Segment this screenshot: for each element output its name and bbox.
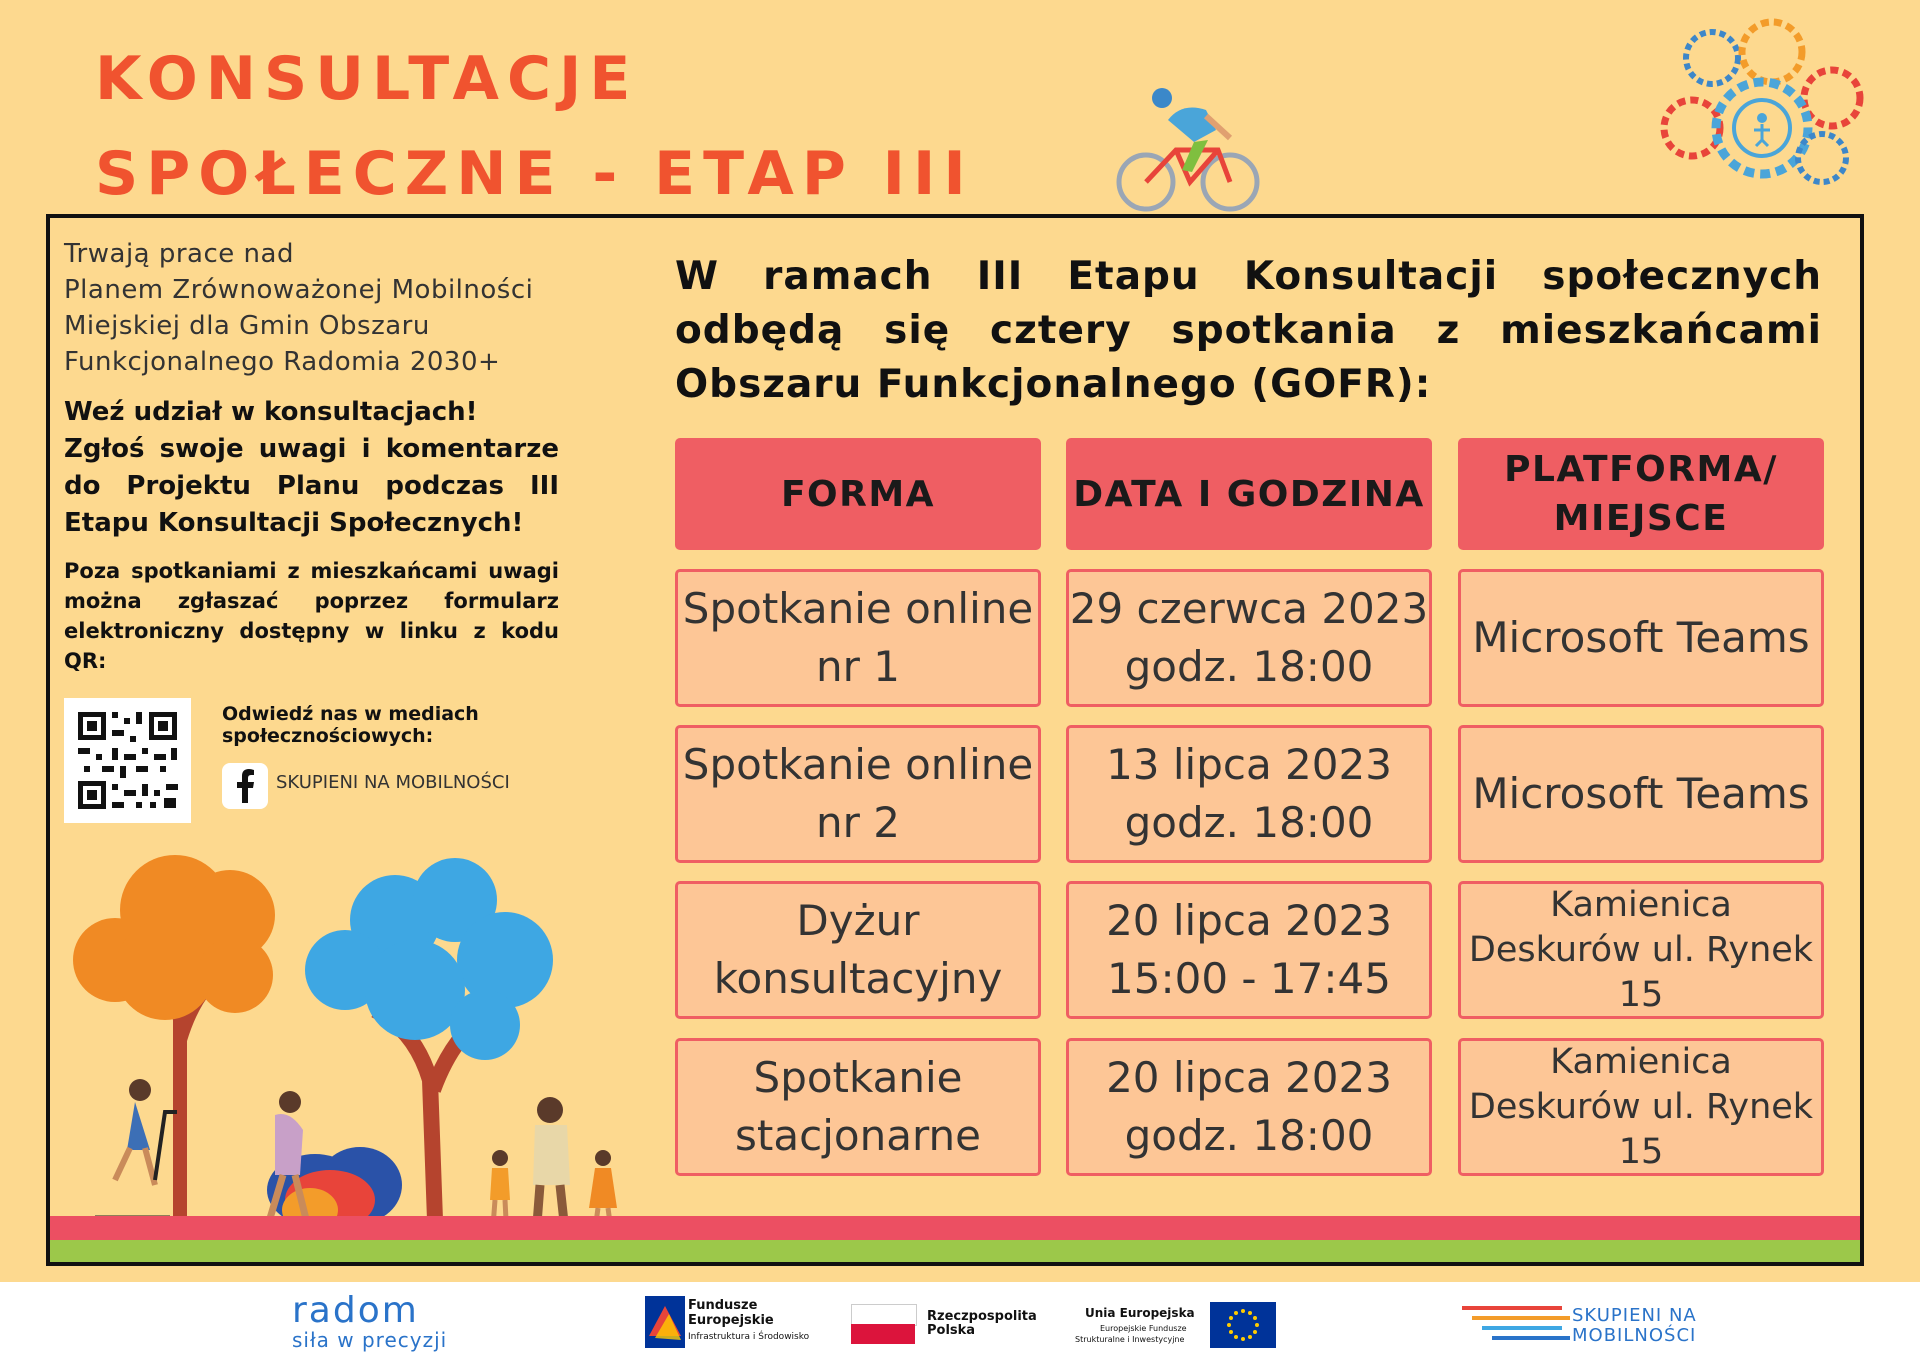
ue-logo-sub: Europejskie Fundusze: [1100, 1324, 1187, 1333]
cell-miejsce: Microsoft Teams: [1458, 725, 1824, 863]
grass-strip: [50, 1240, 1860, 1262]
cell-data: 29 czerwca 2023 godz. 18:00: [1066, 569, 1432, 707]
skupieni-logo-line: MOBILNOŚCI: [1572, 1325, 1697, 1346]
rp-logo-line: Rzeczpospolita: [927, 1309, 1037, 1324]
call-to-action: [64, 394, 559, 542]
cell-miejsce: Kamienica Deskurów ul. Rynek 15: [1458, 881, 1824, 1019]
fe-logo-sub: Infrastruktura i Środowisko: [688, 1332, 810, 1342]
cell-miejsce: Kamienica Deskurów ul. Rynek 15: [1458, 1038, 1824, 1176]
cell-data: 20 lipca 2023 15:00 - 17:45: [1066, 881, 1432, 1019]
skupieni-logo-line: SKUPIENI NA: [1572, 1305, 1697, 1326]
skupieni-lines-icon: [1462, 1304, 1574, 1344]
facebook-icon-glyph: [222, 763, 268, 809]
fe-logo-line: Europejskie: [688, 1313, 774, 1328]
facebook-link[interactable]: SKUPIENI NA MOBILNOŚCI: [276, 772, 510, 793]
park-illustration: [55, 840, 645, 1260]
qr-code-image: [64, 698, 191, 823]
qr-code[interactable]: [64, 698, 191, 823]
radom-slogan: siła w precyzji: [292, 1328, 448, 1352]
radom-logo: radom: [292, 1290, 419, 1331]
ue-logo-sub: Strukturalne i Inwestycyjne: [1075, 1335, 1185, 1344]
path-strip: [50, 1216, 1860, 1240]
title-line-1: KONSULTACJE: [95, 44, 639, 114]
lead-text: W ramach III Etapu Konsultacji społecznych odbędą się cztery spotkania z mieszkańcami Obszaru Funkcjonalnego (GOFR):: [675, 254, 1822, 407]
intro-text: [64, 236, 559, 380]
rp-logo-line: Polska: [927, 1323, 976, 1338]
intro-line: Trwają prace nad: [64, 239, 294, 269]
gears-logo: [1652, 18, 1872, 198]
cell-forma: Dyżur konsultacyjny: [675, 881, 1041, 1019]
facebook-icon[interactable]: [222, 763, 268, 809]
fe-flag-icon: [645, 1296, 685, 1348]
cell-data: 13 lipca 2023 godz. 18:00: [1066, 725, 1432, 863]
table-header-forma: FORMA: [675, 438, 1041, 550]
table-header-data: DATA I GODZINA: [1066, 438, 1432, 550]
footer-logos: [0, 1282, 1920, 1362]
cell-forma: Spotkanie online nr 1: [675, 569, 1041, 707]
polish-flag-red: [851, 1324, 915, 1344]
table-header-miejsce: PLATFORMA/ MIEJSCE: [1458, 438, 1824, 550]
social-heading: Odwiedź nas w mediach społecznościowych:: [222, 703, 479, 747]
cyclist-illustration: [1110, 80, 1260, 220]
fe-logo-line: Fundusze: [688, 1298, 758, 1313]
cell-data: 20 lipca 2023 godz. 18:00: [1066, 1038, 1432, 1176]
page-title: [95, 32, 974, 222]
qr-note: Poza spotkaniami z mieszkańcami uwagi można zgłaszać poprzez formularz elektroniczny dostępny w linku z kodu QR:: [64, 559, 559, 673]
cta-heading: Weź udział w konsultacjach!: [64, 397, 478, 427]
cell-forma: Spotkanie online nr 2: [675, 725, 1041, 863]
cell-forma: Spotkanie stacjonarne: [675, 1038, 1041, 1176]
title-line-2: SPOŁECZNE - ETAP III: [95, 139, 974, 209]
eu-flag-icon: [1210, 1302, 1276, 1348]
polish-flag-icon: [851, 1304, 917, 1326]
intro-line: Funkcjonalnego Radomia 2030+: [64, 347, 501, 377]
cell-miejsce: Microsoft Teams: [1458, 569, 1824, 707]
ue-logo-line: Unia Europejska: [1085, 1306, 1195, 1320]
cta-body: Zgłoś swoje uwagi i komentarze do Projektu Planu podczas III Etapu Konsultacji Społecznych!: [64, 434, 559, 538]
intro-line: Planem Zrównoważonej Mobilności: [64, 275, 534, 305]
intro-line: Miejskiej dla Gmin Obszaru: [64, 311, 430, 341]
